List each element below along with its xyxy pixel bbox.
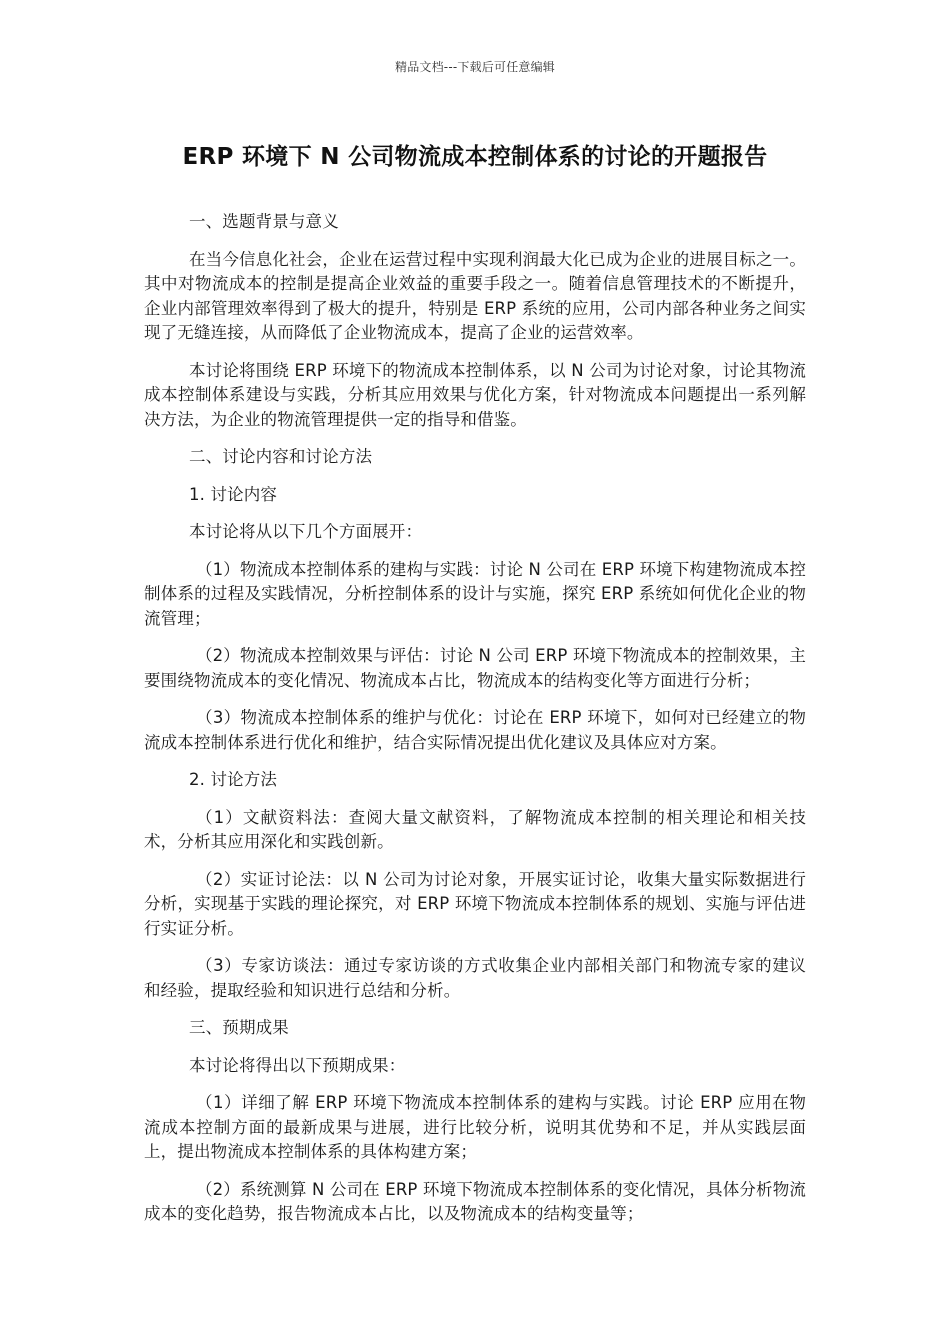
list-item-content-2: （2）物流成本控制效果与评估：讨论 N 公司 ERP 环境下物流成本的控制效果，主要围绕物流成本的变化情况、物流成本占比，物流成本的结构变化等方面进行分析； [144,646,806,690]
list-item-method-1: （1）文献资料法：查阅大量文献资料，了解物流成本控制的相关理论和相关技术，分析其应用深化和实践创新。 [144,807,806,851]
list-item-content-3: （3）物流成本控制体系的维护与优化：讨论在 ERP 环境下，如何对已经建立的物流成本控制体系进行优化和维护，结合实际情况提出优化建议及具体应对方案。 [144,708,806,752]
list-item-content-1: （1）物流成本控制体系的建构与实践：讨论 N 公司在 ERP 环境下构建物流成本控制体系的过程及实践情况，分析控制体系的设计与实施，探究 ERP 系统如何优化企业的物流管理； [144,559,806,628]
document-title: ERP 环境下 N 公司物流成本控制体系的讨论的开题报告 [182,144,768,170]
section-heading-expected-results: 三、预期成果 [189,1018,289,1037]
paragraph-background-1: 在当今信息化社会，企业在运营过程中实现利润最大化已成为企业的进展目标之一。其中对物流成本的控制是提高企业效益的重要手段之一。随着信息管理技术的不断提升，企业内部管理效率得到了极大的提升，特别是 ERP 系统的应用，公司内部各种业务之间实现了无缝连接，从而降低了企业物流成本，提高了企业的运营效率。 [144,249,806,342]
paragraph-background-2: 本讨论将围绕 ERP 环境下的物流成本控制体系，以 N 公司为讨论对象，讨论其物流成本控制体系建设与实践，分析其应用效果与优化方案，针对物流成本问题提出一系列解决方法，为企业的物流管理提供一定的指导和借鉴。 [144,360,806,429]
section-heading-content-methods: 二、讨论内容和讨论方法 [189,447,373,466]
paragraph-results-intro: 本讨论将得出以下预期成果： [189,1055,406,1075]
list-item-result-1: （1）详细了解 ERP 环境下物流成本控制体系的建构与实践。讨论 ERP 应用在物流成本控制方面的最新成果与进展，进行比较分析，说明其优势和不足，并从实践层面上，提出物流成本控制体系的具体构建方案； [144,1093,806,1161]
list-item-method-2: （2）实证讨论法：以 N 公司为讨论对象，开展实证讨论，收集大量实际数据进行分析，实现基于实践的理论探究，对 ERP 环境下物流成本控制体系的规划、实施与评估进行实证分析。 [144,869,806,938]
list-item-result-2: （2）系统测算 N 公司在 ERP 环境下物流成本控制体系的变化情况，具体分析物流成本的变化趋势，报告物流成本占比，以及物流成本的结构变量等； [144,1179,806,1223]
list-item-method-3: （3）专家访谈法：通过专家访谈的方式收集企业内部相关部门和物流专家的建议和经验，提取经验和知识进行总结和分析。 [144,956,806,1000]
section-heading-background: 一、选题背景与意义 [189,212,339,231]
paragraph-content-intro: 本讨论将从以下几个方面展开： [189,522,423,541]
subheading-content: 1. 讨论内容 [189,484,278,504]
document-body [144,210,806,1240]
header-note: 精品文档---下载后可任意编辑 [395,60,555,74]
subheading-methods: 2. 讨论方法 [189,770,278,789]
